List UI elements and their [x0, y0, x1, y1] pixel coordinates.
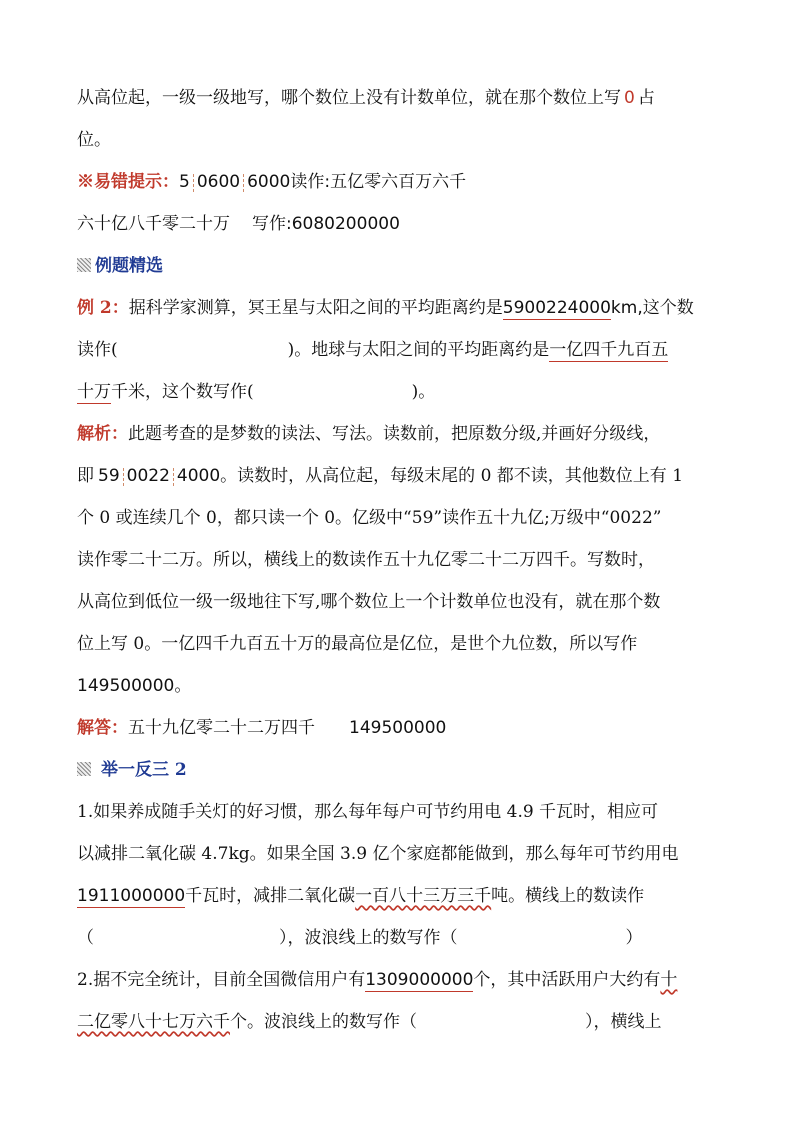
section-title: 举一反三 2 [101, 760, 187, 780]
text-span: 个，其中活跃用户大约有 [473, 970, 661, 990]
text-line [77, 86, 655, 110]
example-line [77, 380, 435, 404]
text-span: km,这个数 [610, 298, 694, 318]
example-line [77, 338, 668, 362]
example-label: 例 2： [77, 298, 129, 318]
text-span: )。 [411, 382, 436, 402]
analysis-line [77, 590, 660, 614]
section-heading [77, 758, 187, 782]
section-title: 例题精选 [95, 256, 163, 276]
text-span: （ [77, 928, 94, 948]
question-line [77, 800, 658, 824]
analysis-label: 解析： [77, 424, 128, 444]
text-span: 以减排二氧化碳 4.7kg。如果全国 3.9 亿个家庭都能做到，那么每年可节约用电 [77, 844, 679, 864]
digit-separator [193, 174, 194, 192]
question-line [77, 1010, 662, 1034]
question-line [77, 926, 643, 950]
example-line [77, 296, 694, 320]
tip-line [77, 170, 466, 194]
text-span: 五十九亿零二十二万四千 [128, 718, 315, 738]
text-span: 读作( [77, 340, 118, 360]
text-span: 。读数时，从高位起，每级末尾的 0 都不读，其他数位上有 1 [220, 466, 684, 486]
underlined-number: 1309000000 [365, 970, 474, 990]
number-part: 4000 [176, 466, 221, 486]
text-span: 个。波浪线上的数写作（ [230, 1012, 417, 1032]
text-span: ），波浪线上的数写作（ [279, 928, 458, 948]
answer-line [77, 716, 446, 740]
tip-number-part: 5 [179, 172, 190, 192]
text-span: 149500000 [349, 718, 447, 738]
text-span: 位。 [77, 130, 111, 150]
text-span: ） [625, 928, 643, 948]
digit-separator [243, 174, 244, 192]
tip-read: 读作:五亿零六百万六千 [290, 172, 467, 192]
analysis-line [77, 506, 661, 530]
number-part: 0022 [126, 466, 170, 486]
text-span: 即 [77, 466, 94, 486]
analysis-line [77, 464, 683, 488]
underlined-text: 十万 [77, 382, 111, 402]
text-span: 千瓦时，减排二氧化碳 [185, 886, 356, 906]
text-span: ），横线上 [585, 1012, 662, 1032]
text-line [77, 212, 400, 236]
text-span: 千米，这个数写作( [111, 382, 254, 402]
text-span: 吨。横线上的数读作 [491, 886, 645, 906]
analysis-line [77, 674, 191, 698]
underlined-text: 一亿四千九百五 [549, 340, 669, 360]
wavy-underlined-text: 十 [660, 970, 678, 990]
text-span: )。地球与太阳之间的平均距离约是 [287, 340, 550, 360]
text-span: 1.如果养成随手关灯的好习惯，那么每年每户可节约用电 4.9 千瓦时，相应可 [77, 802, 659, 822]
analysis-line [77, 548, 655, 572]
text-span: 据科学家测算，冥王星与太阳之间的平均距离约是 [128, 298, 503, 318]
text-line [77, 128, 111, 152]
answer-label: 解答： [77, 718, 128, 738]
tip-number-part: 0600 [196, 172, 241, 192]
question-line [77, 968, 677, 992]
text-span: 位上写 0。一亿四千九百五十万的最高位是亿位，是世个九位数，所以写作 [77, 634, 638, 654]
number-part: 59 [98, 466, 120, 486]
hatch-marker-icon [77, 762, 91, 776]
digit-separator [173, 468, 174, 486]
section-heading [77, 254, 163, 278]
text-span: 占 [637, 88, 655, 108]
text-span: 此题考查的是梦数的读法、写法。读数前，把原数分级,并画好分级线， [128, 424, 661, 444]
digit-separator [123, 468, 124, 486]
underlined-number: 1911000000 [77, 886, 186, 906]
wavy-underlined-text: 二亿零八十七万六千 [77, 1012, 230, 1032]
text-span: 六十亿八千零二十万 [77, 214, 230, 234]
text-span: 从高位到低位一级一级地往下写,哪个数位上一个计数单位也没有，就在那个数 [77, 592, 661, 612]
underlined-number: 5900224000 [502, 298, 611, 318]
question-line [77, 884, 644, 908]
tip-number-part: 6000 [247, 172, 291, 192]
text-span: 读作零二十二万。所以，横线上的数读作五十九亿零二十二万四千。写数时， [77, 550, 655, 570]
wavy-underlined-text: 一百八十三万三千 [355, 886, 492, 906]
question-line [77, 842, 678, 866]
red-zero: 0 [624, 88, 635, 108]
text-span: 2.据不完全统计，目前全国微信用户有 [77, 970, 366, 990]
analysis-line [77, 422, 660, 446]
hatch-marker-icon [77, 258, 91, 272]
text-span: 个 0 或连续几个 0，都只读一个 0。亿级中“59”读作五十九亿;万级中“0022” [77, 508, 662, 528]
tip-label: ※易错提示： [77, 172, 179, 192]
text-span: 从高位起，一级一级地写，哪个数位上没有计数单位，就在那个数位上写 [77, 88, 621, 108]
text-span: 149500000。 [77, 676, 192, 696]
analysis-line [77, 632, 637, 656]
text-span: 写作:6080200000 [252, 214, 400, 234]
